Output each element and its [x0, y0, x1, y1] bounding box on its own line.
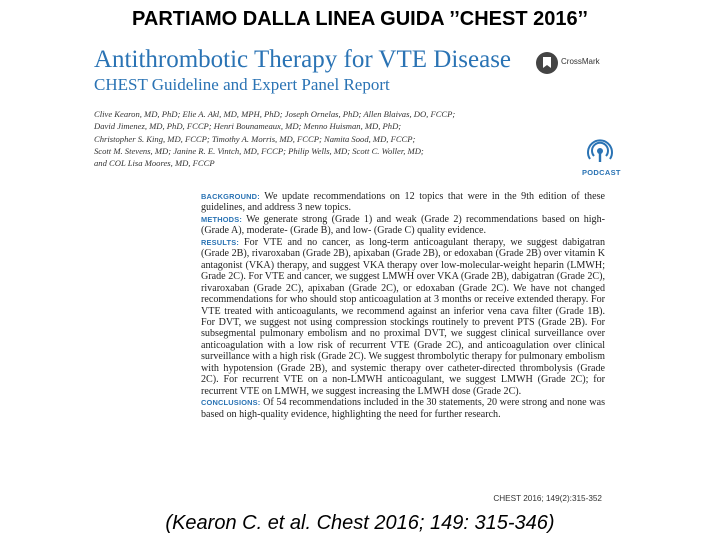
abstract-results [201, 237, 605, 397]
background-label: BACKGROUND: [201, 192, 260, 201]
crossmark-label: CrossMark [561, 57, 600, 66]
methods-label: METHODS: [201, 214, 243, 224]
journal-citation: CHEST 2016; 149(2):315-352 [493, 494, 602, 503]
author-line: Christopher S. King, MD, FCCP; Timothy A. Morris, MD, FCCP; Namita Sood, MD, FCCP; [94, 133, 416, 144]
podcast-icon [586, 140, 614, 164]
results-text: For VTE and no cancer, as long-term anticoagulant therapy, we suggest dabigatran (Grade 2B), rivaroxaban (Grade 2B), apixaban (Grade 2B), or edoxaban (Grade 2B) over vitamin K antagonist (VKA) therapy, and suggest VKA therapy over low-molecular-weight heparin (LMWH; Grade 2C). For VTE and cancer, we suggest LMWH over VKA (Grade 2B), dabigatran (Grade 2C), rivaroxaban (Grade 2C), apixaban (Grade 2C), or edoxaban (Grade 2C). We have not changed recommendations for who should stop anticoagulation at 3 months or receive extended therapy. For VTE treated with anticoagulants, we recommend against an inferior vena cava filter (Grade 1B). For DVT, we suggest not using compression stockings routinely to prevent PTS (Grade 2B). For subsegmental pulmonary embolism and no proximal DVT, we suggest clinical surveillance over anticoagulation with a low risk of recurrent VTE (Grade 2C), and anticoagulation over clinical surveillance with a high risk (Grade 2C). We suggest thrombolytic therapy for pulmonary embolism with hypotension (Grade 2B), and systemic therapy over catheter-directed thrombolysis (Grade 2C). For recurrent VTE on a non-LMWH anticoagulant, we suggest LMWH (Grade 2C); for recurrent VTE on LMWH, we suggest increasing the LMWH dose (Grade 2C). [201, 236, 606, 397]
crossmark-badge[interactable] [534, 50, 614, 78]
abstract-background [201, 191, 605, 214]
abstract [201, 191, 605, 420]
slide-title: PARTIAMO DALLA LINEA GUIDA ’’CHEST 2016’’ [132, 8, 588, 30]
conclusions-label: CONCLUSIONS: [201, 398, 261, 408]
author-list [94, 108, 544, 169]
podcast-label: PODCAST [582, 168, 621, 177]
author-line: Scott M. Stevens, MD; Janine R. E. Vintch, MD, FCCP; Philip Wells, MD; Scott C. Woller, MD; [94, 145, 424, 156]
results-label: RESULTS: [201, 237, 240, 247]
background-text: We update recommendations on 12 topics that were in the 9th edition of these guidelines, and address 3 new topics. [201, 191, 605, 214]
paper-title: Antithrombotic Therapy for VTE Disease [94, 46, 512, 73]
slide-reference: (Kearon C. et al. Chest 2016; 149: 315-346) [165, 512, 555, 534]
crossmark-icon [536, 52, 558, 74]
conclusions-text: Of 54 recommendations included in the 30 statements, 20 were strong and none was based on high-quality evidence, highlighting the need for further research. [201, 397, 605, 420]
author-line: David Jimenez, MD, PhD, FCCP; Henri Bounameaux, MD; Menno Huisman, MD, PhD; [94, 121, 402, 132]
podcast-badge[interactable] [504, 148, 621, 184]
author-line: and COL Lisa Moores, MD, FCCP [94, 158, 215, 169]
methods-text: We generate strong (Grade 1) and weak (Grade 2) recommendations based on high- (Grade A), moderate- (Grade B), and low- (Grade C) quality evidence. [201, 213, 605, 237]
abstract-conclusions [201, 397, 605, 420]
author-line: Clive Kearon, MD, PhD; Elie A. Akl, MD, MPH, PhD; Joseph Ornelas, PhD; Allen Blaivas, DO, FCCP; [94, 109, 456, 119]
abstract-methods [201, 214, 605, 237]
paper-subtitle: CHEST Guideline and Expert Panel Report [94, 75, 390, 94]
paper-image [88, 42, 621, 512]
